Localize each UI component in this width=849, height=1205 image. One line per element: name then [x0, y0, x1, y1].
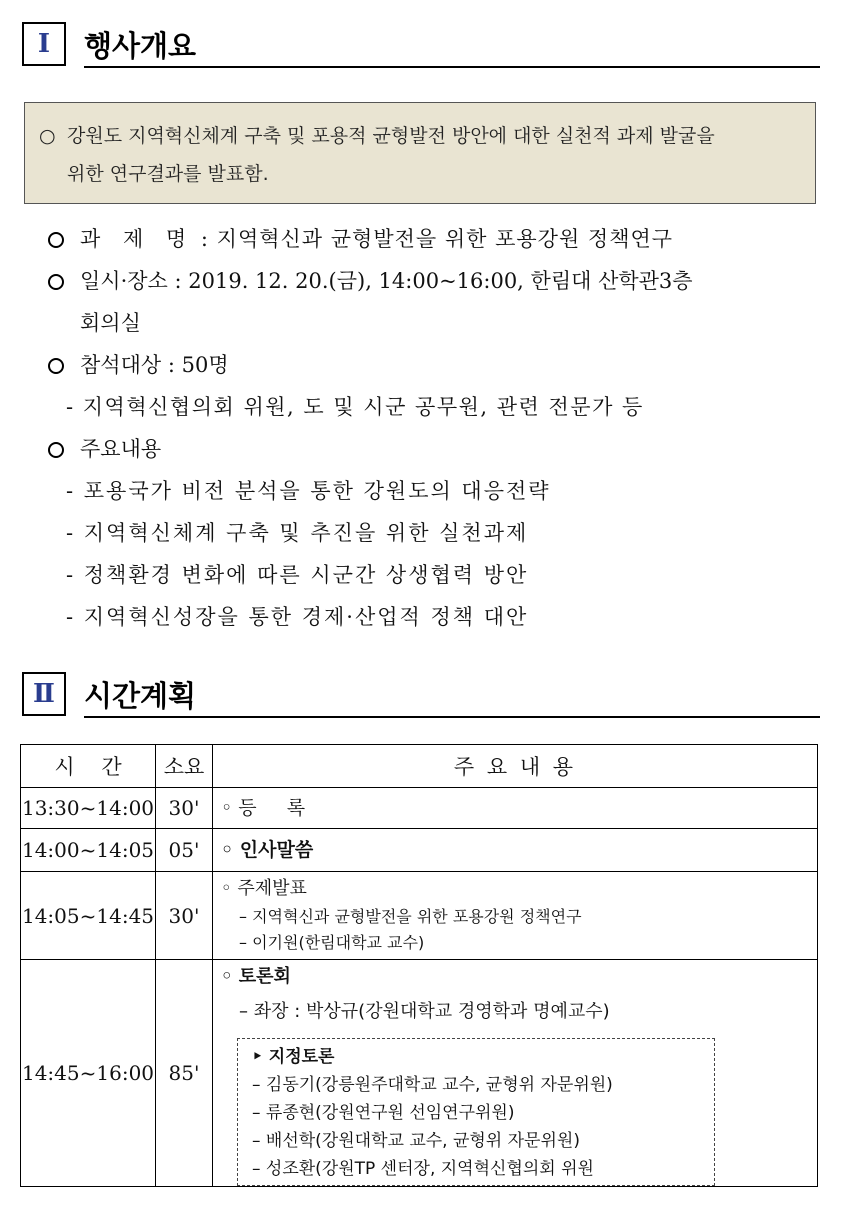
- row-duration: 30': [156, 788, 213, 829]
- row-title: ◦ 등 록: [221, 797, 306, 819]
- contents-row: [44, 428, 804, 470]
- datetime-row: [44, 260, 804, 302]
- row-chair: – 좌장 : 박상규(강원대학교 경영학과 명예교수): [239, 1001, 610, 1022]
- summary-text-1: 강원도 지역혁신체계 구축 및 포용적 균형발전 방안에 대한 실천적 과제 발굴을: [67, 125, 715, 147]
- summary-box: [24, 102, 816, 204]
- panel-title: ‣ 지정토론: [252, 1047, 335, 1067]
- header-content: 주 요 내 용: [213, 745, 818, 788]
- section-2-rule: [84, 716, 820, 718]
- contents-item: - 포용국가 비전 분석을 통한 강원도의 대응전략: [66, 479, 551, 503]
- row-content: [213, 829, 818, 872]
- row-time: 14:05~14:45: [21, 872, 156, 960]
- task-label: 과 제 명: [80, 227, 195, 251]
- summary-line-1: [39, 117, 803, 155]
- row-duration: 85': [156, 960, 213, 1187]
- summary-bullet: ○: [39, 125, 56, 147]
- row-time: 14:45~16:00: [21, 960, 156, 1187]
- panel-box: [237, 1038, 715, 1186]
- row-duration: 05': [156, 829, 213, 872]
- row-title: ◦ 토론회: [221, 966, 291, 987]
- panelist: – 김동기(강릉원주대학교 교수, 균형위 자문위원): [252, 1075, 613, 1095]
- attendees-value: : 50명: [167, 353, 229, 377]
- row-title: ◦ 주제발표: [221, 878, 307, 899]
- row-duration: 30': [156, 872, 213, 960]
- section-1-header: [22, 22, 820, 72]
- schedule-table: [20, 744, 818, 1187]
- contents-label: 주요내용: [80, 437, 162, 461]
- table-row: [21, 960, 818, 1187]
- header-duration: 소요: [156, 745, 213, 788]
- task-value: : 지역혁신과 균형발전을 위한 포용강원 정책연구: [200, 227, 674, 251]
- circle-bullet-icon: [48, 232, 64, 248]
- row-content: [213, 960, 818, 1187]
- panelist: – 성조환(강원TP 센터장, 지역혁신협의회 위원: [252, 1159, 594, 1179]
- summary-text-2: 위한 연구결과를 발표함.: [67, 163, 269, 185]
- section-2-header: [22, 672, 820, 722]
- task-row: [44, 218, 804, 260]
- circle-bullet-icon: [48, 442, 64, 458]
- row-time: 14:00~14:05: [21, 829, 156, 872]
- table-row: [21, 788, 818, 829]
- table-header-row: [21, 745, 818, 788]
- datetime-value: : 2019. 12. 20.(금), 14:00~16:00, 한림대 산학관3층: [174, 269, 693, 293]
- row-time: 13:30~14:00: [21, 788, 156, 829]
- datetime-label: 일시·장소: [80, 269, 168, 293]
- circle-bullet-icon: [48, 358, 64, 374]
- row-content: [213, 872, 818, 960]
- panelist: – 류종현(강원연구원 선임연구위원): [252, 1103, 515, 1123]
- contents-item: - 정책환경 변화에 따른 시군간 상생협력 방안: [66, 563, 529, 587]
- event-info: [44, 218, 804, 638]
- attendees-row: [44, 344, 804, 386]
- circle-bullet-icon: [48, 274, 64, 290]
- section-1-title: 행사개요: [84, 29, 197, 63]
- section-2-numeral: Ⅱ: [22, 672, 66, 716]
- row-detail: – 지역혁신과 균형발전을 위한 포용강원 정책연구: [239, 907, 582, 926]
- contents-item: - 지역혁신체계 구축 및 추진을 위한 실천과제: [66, 521, 529, 545]
- header-time: 시 간: [21, 745, 156, 788]
- section-2-title: 시간계획: [84, 679, 197, 713]
- contents-item: - 지역혁신성장을 통한 경제·산업적 정책 대안: [66, 605, 529, 629]
- section-1-numeral: Ⅰ: [22, 22, 66, 66]
- panelist: – 배선학(강원대학교 교수, 균형위 자문위원): [252, 1131, 580, 1151]
- datetime-continued: 회의실: [80, 311, 141, 335]
- row-detail: – 이기원(한림대학교 교수): [239, 933, 425, 952]
- row-title: ◦ 인사말씀: [221, 839, 314, 861]
- attendees-detail: - 지역혁신협의회 위원, 도 및 시군 공무원, 관련 전문가 등: [66, 395, 644, 419]
- attendees-label: 참석대상: [80, 353, 162, 377]
- section-1-rule: [84, 66, 820, 68]
- row-content: [213, 788, 818, 829]
- table-row: [21, 829, 818, 872]
- table-row: [21, 872, 818, 960]
